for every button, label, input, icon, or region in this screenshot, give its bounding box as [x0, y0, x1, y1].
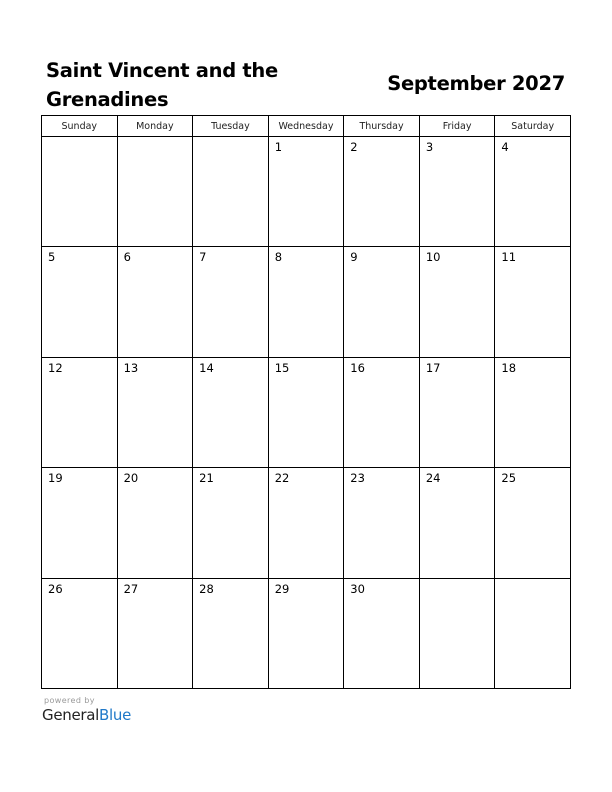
day-number: 23 — [350, 471, 365, 486]
day-cell — [495, 578, 571, 688]
day-number: 29 — [274, 581, 290, 596]
day-cell — [419, 578, 495, 688]
day-number: 12 — [48, 360, 63, 375]
day-cell — [42, 137, 118, 247]
day-number: 8 — [274, 250, 283, 265]
day-cell — [117, 578, 193, 688]
day-cell — [268, 578, 344, 688]
day-number: 22 — [274, 471, 290, 486]
day-number: 13 — [123, 360, 139, 375]
month-year-title: September 2027 — [387, 72, 565, 95]
day-cell — [193, 357, 269, 467]
week-row — [42, 468, 571, 578]
week-row — [42, 247, 571, 357]
day-number: 24 — [425, 471, 441, 486]
day-cell — [42, 468, 118, 578]
day-number: 15 — [274, 360, 290, 375]
weekday-wednesday: Wednesday — [268, 116, 344, 137]
day-cell — [419, 357, 495, 467]
brand-logo — [42, 706, 131, 724]
day-number: 20 — [123, 471, 139, 486]
day-cell — [42, 578, 118, 688]
day-cell — [42, 247, 118, 357]
day-cell — [344, 357, 420, 467]
brand-general-text: General — [42, 706, 100, 724]
day-cell — [193, 247, 269, 357]
weekday-thursday: Thursday — [344, 116, 420, 137]
day-cell — [419, 137, 495, 247]
day-number: 3 — [425, 140, 434, 154]
day-number: 10 — [425, 250, 441, 265]
day-cell — [42, 357, 118, 467]
day-number: 2 — [350, 140, 358, 154]
day-number: 26 — [48, 581, 63, 596]
day-cell — [419, 468, 495, 578]
day-number — [193, 137, 268, 140]
day-cell — [193, 578, 269, 688]
day-cell — [193, 137, 269, 247]
country-title: Saint Vincent and the Grenadines — [46, 59, 278, 111]
day-cell — [268, 137, 344, 247]
week-row — [42, 137, 571, 247]
day-number: 16 — [350, 360, 365, 375]
weekday-sunday: Sunday — [42, 116, 118, 137]
day-cell — [344, 137, 420, 247]
day-number: 19 — [48, 471, 63, 486]
day-cell — [495, 247, 571, 357]
day-number — [42, 137, 117, 140]
day-number: 11 — [501, 250, 517, 265]
day-number: 25 — [501, 471, 517, 486]
day-number: 4 — [501, 140, 509, 154]
weekday-saturday: Saturday — [495, 116, 571, 137]
day-number: 6 — [123, 250, 131, 265]
week-row — [42, 578, 571, 688]
weekday-header-row — [42, 116, 571, 137]
day-cell — [344, 247, 420, 357]
weekday-friday: Friday — [419, 116, 495, 137]
day-number: 18 — [501, 360, 517, 375]
day-cell — [193, 468, 269, 578]
day-number — [118, 137, 193, 140]
day-number — [420, 579, 495, 582]
day-cell — [268, 357, 344, 467]
calendar-grid — [41, 115, 571, 689]
footer — [42, 696, 131, 724]
day-number: 17 — [425, 360, 441, 375]
day-number: 28 — [199, 581, 214, 596]
powered-by-text: powered by — [44, 696, 95, 705]
week-row — [42, 357, 571, 467]
brand-blue-text: Blue — [99, 706, 132, 724]
weekday-monday: Monday — [117, 116, 193, 137]
day-cell — [117, 137, 193, 247]
day-number: 14 — [199, 360, 214, 375]
weekday-tuesday: Tuesday — [193, 116, 269, 137]
day-number: 5 — [48, 250, 56, 265]
day-cell — [344, 578, 420, 688]
day-cell — [268, 247, 344, 357]
day-cell — [268, 468, 344, 578]
day-number — [495, 579, 570, 582]
day-number: 9 — [350, 250, 358, 265]
day-cell — [344, 468, 420, 578]
day-cell — [117, 247, 193, 357]
day-cell — [495, 357, 571, 467]
day-cell — [495, 468, 571, 578]
day-number: 1 — [274, 140, 283, 154]
day-number: 7 — [199, 250, 207, 265]
day-cell — [117, 357, 193, 467]
day-number: 30 — [350, 581, 365, 596]
day-cell — [419, 247, 495, 357]
day-cell — [495, 137, 571, 247]
day-number: 27 — [123, 581, 139, 596]
day-cell — [117, 468, 193, 578]
day-number: 21 — [199, 471, 214, 486]
